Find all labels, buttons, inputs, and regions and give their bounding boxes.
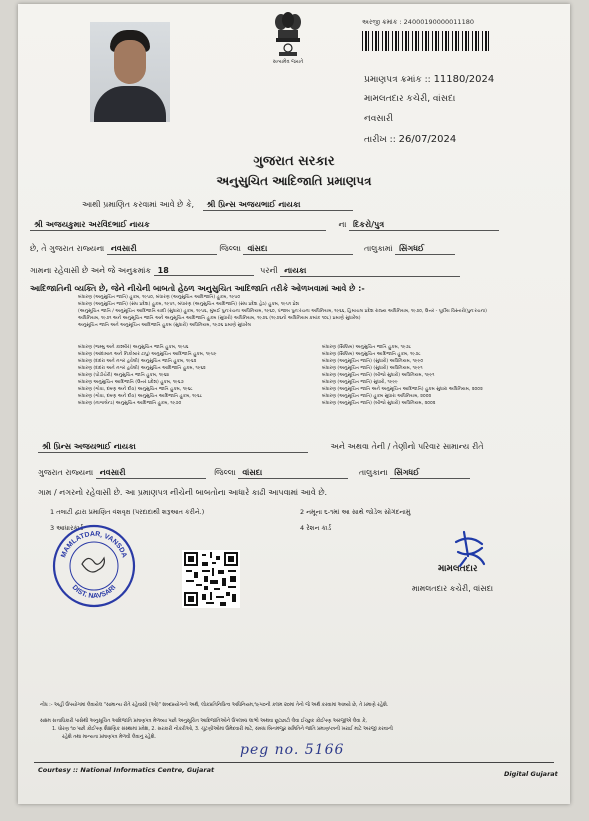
signatory-office: મામલતદાર કચેરી, વાંસદા <box>412 584 494 593</box>
certify-line <box>82 200 353 211</box>
evidence-item: 4 રેશન કાર્ડ <box>300 524 332 532</box>
taluka-label: તાલુકામાં <box>364 244 393 253</box>
order-line: બંધારણ (અનુસૂચિત જાતિ) સુધારો, ૧૯૯૯ <box>322 380 398 385</box>
handwritten-page-number: peg no. 5166 <box>240 742 345 758</box>
resident-taluka-label: તાલુકાના <box>358 468 388 477</box>
evidence-item: 3 આધારકાર્ડ <box>50 524 84 532</box>
taluka-value: સિંગધઈ <box>395 244 455 255</box>
relation-prefix: ના <box>338 220 347 229</box>
order-line: બંધારણ (આંદામાન અને નિકોબાર ટાપુ) અનુસુચિત આદિજાતિ હુકમ, ૧૯૫૯ <box>78 352 217 357</box>
order-line: બંધારણ (અનુસૂચિત જાતિ) (બીજો સુધારો) અધિનિયમ, ૨૦૦૨ <box>322 401 436 406</box>
order-line: અનુસૂચિત જાતિ અને અનુસૂચિત આદિજાતિ હુકમ (સુધારો) અધિનિયમ, ૧૯૭૬ પ્રમાણે સુધારેલ <box>78 323 251 328</box>
tribe-statement: આદિજાતિની વ્યક્તિ છે, જેને નીચેની બાબતો હેઠળ અનુસુચિત આદિજાતિ તરીકે ઓળખવામાં આવે છે :- <box>30 284 365 293</box>
orders-right <box>322 344 552 407</box>
resident-state: ગુજરાત રાજ્યના <box>38 468 94 477</box>
father-name: શ્રી અજયકુમાર અરવિંદભાઈ નાયક <box>30 220 326 231</box>
order-line: બંધારણ (અનુસુચિત જાતિ) (સંઘ પ્રદેશ) હુકમ, ૧૯૫૧, બંધારણ (અનુસુચિત આદિજાતિ) (સંઘ પ્રદેશ હેઠ) હુકમ, ૧૯૫૧ પ્રેશ <box>78 302 300 307</box>
certificate-number-line <box>364 74 494 85</box>
order-line: બંધારણ (જમ્મુ અને કાશ્મીર) અનુસુચિત જાતિ હુકમ, ૧૯૫૬ <box>78 345 189 350</box>
certify-prefix: આથી પ્રમાણિત કરવામાં આવે છે કે, <box>82 200 195 209</box>
footer-instructions: સક્ષમ સત્તાધિકારી પાસેથી અનુસૂચિત આદિજાતિ પ્રમાણપત્ર મેળવ્યા પછી અનુસૂચિત આદિજાતિઓને ઉપલબ્ધ લાભો અથવા છૂટછાટો લેવા ઈચ્છુક કોઈપણ અરજીએ લેવા કે, <box>40 719 367 724</box>
barcode <box>362 31 492 51</box>
residence-line <box>30 244 455 255</box>
resident-line <box>38 442 484 453</box>
order-line: બંધારણ (પોંડીચેરી) અનુસુચિત જાતિ હુકમ, ૧૯૬૪ <box>78 373 170 378</box>
issuing-district: નવસારી <box>364 114 394 124</box>
order-line: બંધારણ (અનુસુચિત જાતિ) હુકમ, ૧૯૫૦, બંધારણ (અનુસુચિત આદિજાતિ) હુકમ, ૧૯૫૦ <box>78 295 241 300</box>
order-line: બંધારણ (દાદરા અને નગર હવેલી) અનુસુચિત જાતિ હુકમ, ૧૯૬૨ <box>78 359 197 364</box>
order-line: બંધારણ (સિક્કિમ) અનુસુચિત આદિજાતિ હુકમ, ૧૯૭૮ <box>322 352 421 357</box>
applicant-photo <box>90 22 170 122</box>
signatory-title: મામલતદાર <box>438 564 478 574</box>
holder-name: શ્રી પ્રિન્સ અજયભાઈ નાયકા <box>203 200 353 211</box>
resident-place-line <box>38 468 470 479</box>
resident-place: નવસારી <box>96 468 206 479</box>
order-line: બંધારણ (અનુસૂચિત જાતિ અને અનુસૂચિત આદિજાતિ) હુકમ સુધારા અધિનિયમ, ૨૦૦૨ <box>322 387 483 392</box>
evidence-item: 2 નમૂના ૬-૧માં આ સાથે જોડેલ સોગંદનામું <box>300 508 411 516</box>
footer-note: નોંધ :- અહીં ઉપયોગમાં લેવાયેલ "સામાન્ય રીતે રહેવાસી (ઓ)" શબ્દપ્રયોગનો અર્થ, લોકપ્રતિનિધિત્વ અધિનિયમ,૧૯૫૦ની કલમ ૨૦માં તેનો જે અર્થ કરવામાં આવ્યો છે, તે પ્રમાણે રહેશે. <box>40 703 389 708</box>
relation: દિકરો/પુત્ર <box>349 220 499 231</box>
father-line <box>30 220 499 231</box>
order-line: બંધારણ (અનુસૂચિત જાતિ) (બીજો સુધારો) અધિનિયમ, ૧૯૯૧ <box>322 373 435 378</box>
issue-date-line <box>364 134 456 145</box>
courtesy-text: Courtesy :: National Informatics Centre, Gujarat <box>38 766 215 774</box>
barcode-block <box>362 18 562 51</box>
seal-top-text: MAMLATDAR, VANSDA <box>60 530 128 559</box>
order-line: બંધારણ અનુસુચિત આદિજાતિ (ઉત્તર પ્રદેશ) હુકમ, ૧૯૬૭ <box>78 380 184 385</box>
seal-bottom-text: DIST. NAVSARI <box>70 584 118 601</box>
application-number: અરજી ક્રમાંક : 24000190000011180 <box>362 18 474 26</box>
village-prefix: ગામના રહેવાસી છે અને જે અનુક્રમાંક <box>30 266 152 275</box>
basis-line: ગામ / નગરનો રહેવાસી છે. આ પ્રમાણપત્ર નીચેની બાબતોના આધારે કાઢી આપવામાં આવે છે. <box>38 488 328 497</box>
order-line: બંધારણ (ગોવા, દમણ અને દીવ) અનુસુચિત આદિજાતિ હુકમ, ૧૯૬૮ <box>78 394 203 399</box>
order-line: (અનુસૂચિત જાતિ / અનુસૂચિત આદિજાતિ યાદી (સુધારા) હુકમ, ૧૯૫૬, મુંબઈ પુનઃરચના અધિનિયમ, ૧૯૬૦, પંજાબ પુનઃરચના અધિનિયમ, ૧૯૬૬, હિમાચલ પ્રદેશ રાજ્ય અધિનિયમ, ૧૯૭૦, ઉત્તર - પૂર્વીય વિસ્તારો(પુનઃરચના) <box>78 309 487 314</box>
issuing-office: મામલતદાર કચેરી, વાંસદા <box>364 94 456 104</box>
government-title: ગુજરાત સરકાર <box>253 154 335 169</box>
issue-date: 26/07/2024 <box>398 134 457 145</box>
district-value: વાંસદા <box>243 244 353 255</box>
order-line: અધિનિયમ, ૧૯૭૧ અને અનુસૂચિત જાતિ અને અનુસૂચિત આદિજાતિ હુકમ (સુધારો) અધિનિયમ, ૧૯૭૬ (૧૯૭૬નો અધિનિયમ ક્રમાંક ૧૦૮) પ્રમાણે સુધારેલ) <box>78 316 361 321</box>
digital-gujarat-brand: Digital Gujarat <box>504 770 558 778</box>
ashoka-emblem-icon <box>273 12 303 58</box>
serial-line <box>30 266 460 277</box>
orders-top <box>78 294 548 329</box>
evidence-item: 1 તલાટી દ્વારા પ્રમાણિત વંશવૃક્ષ (પરદાદાથી શરૂઆત કરીને.) <box>50 508 205 516</box>
state-place: નવસારી <box>107 244 217 255</box>
community: નાયકા <box>280 266 460 277</box>
state-prefix: છે, તે ગુજરાત રાજ્યના <box>30 244 105 253</box>
certificate-title: અનુસુચિત આદિજાતિ પ્રમાણપત્ર <box>216 174 372 188</box>
resident-district-label: જિલ્લા <box>214 468 236 477</box>
emblem-caption: સત્યમેવ જયતે <box>272 59 304 65</box>
order-line: બંધારણ (અનુસૂચિત જાતિ) (સુધારો) અધિનિયમ, ૧૯૯૧ <box>322 366 423 371</box>
svg-text:DIST. NAVSARI <box>71 584 118 600</box>
order-line: બંધારણ (સિક્કિમ) અનુસુચિત જાતિ હુકમ, ૧૯૭૮ <box>322 345 412 350</box>
family-suffix: અને અથવા તેની / તેણીનો પરિવાર સામાન્ય રીતે <box>330 442 484 451</box>
orders-left <box>78 344 308 407</box>
cert-no-label: પ્રમાણપત્ર ક્રમાંક :: <box>364 75 431 85</box>
order-line: બંધારણ (દાદરા અને નગર હવેલી) અનુસુચિત આદિજાતિ હુકમ, ૧૯૬૨ <box>78 366 206 371</box>
order-line: બંધારણ (ગોવા, દમણ અને દીવ) અનુસુચિત જાતિ હુકમ, ૧૯૬૮ <box>78 387 193 392</box>
cert-no: 11180/2024 <box>433 74 495 85</box>
mamlatdar-seal <box>52 524 136 608</box>
community-label: પરની <box>260 266 278 275</box>
footer-instructions-3: રહેશે તથા માન્યતા પ્રમાણપત્ર મેળવી લેવાનું રહેશે. <box>62 735 156 740</box>
order-line: બંધારણ (નાગાલેન્ડ) અનુસુચિત આદિજાતિ હુકમ, ૧૯૭૦ <box>78 401 182 406</box>
qr-code <box>182 550 240 608</box>
serial-number: 18 <box>154 266 254 276</box>
resident-taluka: સિંગધઈ <box>390 468 470 479</box>
order-line: બંધારણ (અનુસૂચિત જાતિ) હુકમ સુધારા અધિનિયમ, ૨૦૦૨ <box>322 394 432 399</box>
order-line: બંધારણ (અનુસૂચિત જાતિ) (સુધારો) અધિનિયમ, ૧૯૯૦ <box>322 359 424 364</box>
resident-district: વાંસદા <box>238 468 348 479</box>
footer-instructions-2: 1. ધોરણ ૧૦ પછી કોઈપણ શૈક્ષણિક સંસ્થામાં પ્રવેશ, 2. સરકારી નોકરીઓ, 3. ચૂંટણીઓમાં ઉમેદવારી માટે, સંબંધ બિનમંજુર સમિતિને જાતિ પ્રમાણપત્રની ખરાઈ માટે અરજી કરવાની <box>52 727 393 732</box>
district-label: જિલ્લા <box>219 244 241 253</box>
certificate-page <box>18 4 570 804</box>
resident-name: શ્રી પ્રિન્સ અજયભાઈ નાયકા <box>38 442 308 453</box>
date-label: તારીખ :: <box>364 135 396 145</box>
footer-divider <box>34 762 554 763</box>
national-emblem <box>266 12 310 74</box>
